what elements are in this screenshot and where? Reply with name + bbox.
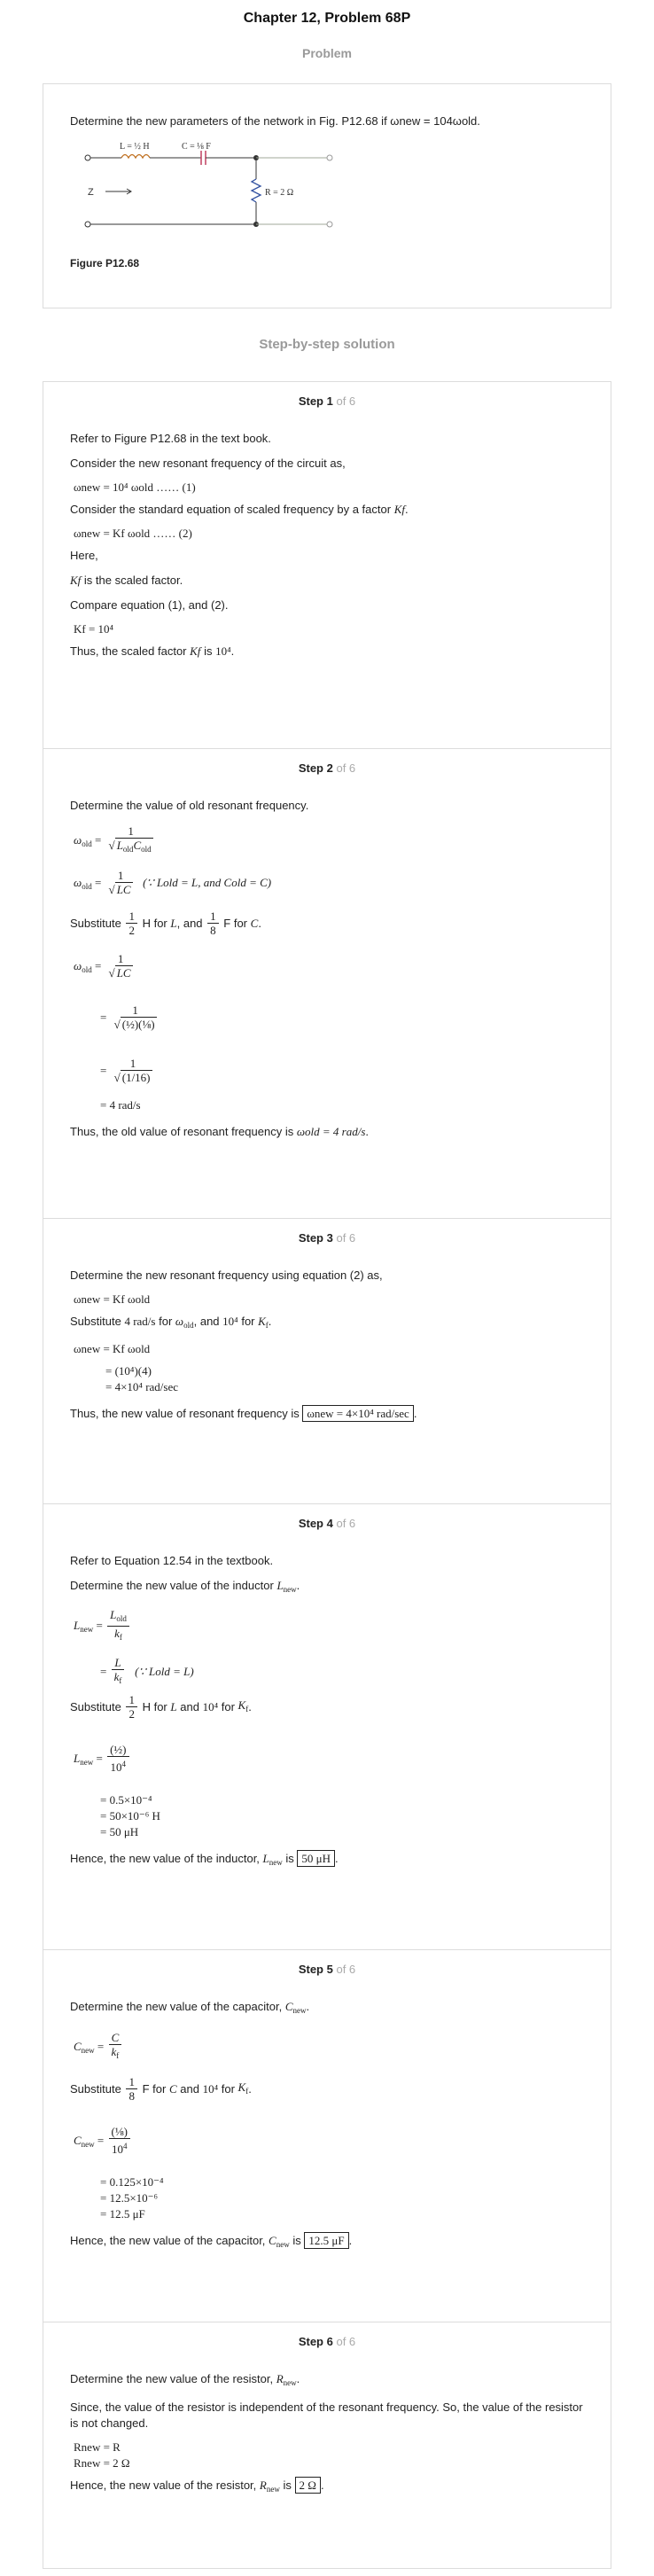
step-header: Step 5 of 6 [298,1963,356,1976]
equation: = 50×10⁻⁶ H [100,1809,160,1823]
conclusion: Thus, the new value of resonant frequency is ωnew = 4×10⁴ rad/sec . [70,1407,417,1420]
step-header: Step 4 of 6 [298,1517,356,1530]
problem-label: Problem [301,46,352,60]
capacitor-label: C = ⅛ F [182,142,211,152]
equation: ωnew = 10⁴ ωold …… (1) [74,480,196,494]
step-6-card [43,2322,611,2569]
step-text: Refer to Equation 12.54 in the textbook. [70,1554,274,1567]
equation: = 12.5 μF [100,2207,145,2221]
equation: = $\frac{1}{√ (1/16)}$ [100,1057,151,1084]
conclusion: Thus, the scaled factor Kf is 10⁴. [70,644,235,658]
equation: Kf = 10⁴ [74,622,114,636]
conclusion: Hence, the new value of the inductor, $L_{new}$ is 50 μH . [70,1852,339,1867]
step-text: Determine the new value of the capacitor, $C_{new}$. [70,2000,310,2015]
circuit-diagram [70,133,354,248]
equation: $L_{new}$ = $\frac{\text{(½)}}{10^4}$ [43,1732,611,1785]
equation: = (10⁴)(4) [105,1364,152,1378]
problem-card [43,83,611,308]
inductor-label: L = ½ H [120,142,150,152]
step-text: Consider the new resonant frequency of the circuit as, [70,457,346,470]
equation: ωnew = Kf ωold [74,1292,151,1306]
equation: $\omega_{old}$ = $\frac{1}{√ LC}$ (∵ Lold = L, and Cold = C) [74,869,272,896]
equation: Rnew = 2 Ω [74,2456,130,2470]
step-text: Since, the value of the resistor is independent of the resonant frequency. So, the value of the resistor is not changed. [70,2400,583,2430]
step-1-card [43,381,611,749]
answer-box: 2 Ω [295,2477,321,2494]
circuit-figure [43,128,611,257]
step-text: Substitute 4 rad/s for $\omega_{old}$, and 10⁴ for $K_f$. [70,1315,272,1330]
equation: $\omega_{old}$ = $\frac{1}{√ L_{old}C_{old}}$ [74,824,152,854]
equation: = 0.5×10⁻⁴ [100,1793,152,1807]
step-text: Determine the value of old resonant frequency. [70,799,309,812]
equation: = 12.5×10⁻⁶ [100,2191,159,2205]
step-text: Determine the new value of the inductor $L_{new}$. [70,1579,300,1594]
answer-box: ωnew = 4×10⁴ rad/sec [302,1405,413,1422]
figure-caption: Figure P12.68 [70,257,140,269]
equation: $C_{new}$ = $\frac{\text{(⅛)}}{10^4}$ [43,2114,611,2167]
equation: $C_{new}$ = $\frac{C}{k_f}$ [43,2027,611,2066]
step-header: Step 1 of 6 [298,394,356,408]
equation: Rnew = R [74,2440,121,2454]
answer-box: 50 μH [297,1850,335,1867]
equation: ωnew = Kf ωold …… (2) [74,527,192,540]
page-title: Chapter 12, Problem 68P [243,11,411,26]
step-text: Substitute $\frac{1}{2}$ H for L , and $\frac{1}{8}$ F for C . [70,909,261,937]
step-text: Substitute $\frac{1}{8}$ F for C and 10⁴ for $K_f$ . [70,2075,252,2103]
step-text: Compare equation (1), and (2). [70,598,229,612]
step-4-card [43,1504,611,1950]
step-header: Step 2 of 6 [298,761,356,775]
impedance-label: Z [88,187,94,198]
equation: $\omega_{old}$ = $\frac{1}{√ LC}$ [74,952,131,980]
equation: = 50 μH [100,1825,139,1838]
step-text: Refer to Figure P12.68 in the text book. [70,432,271,445]
equation: = $\frac{1}{\text{√ (½)(⅛)}}$ [100,1003,155,1031]
step-text: Here, [70,549,98,562]
equation-result: = 4 rad/s [100,1098,141,1112]
step-text: Consider the standard equation of scaled frequency by a factor Kf. [70,503,409,516]
step-header: Step 6 of 6 [298,2335,356,2348]
step-text: Kf is the scaled factor. [70,574,183,587]
conclusion: Hence, the new value of the capacitor, $C_{new}$ is 12.5 μF . [70,2234,353,2249]
answer-box: 12.5 μF [304,2232,348,2249]
step-text: Determine the new resonant frequency using equation (2) as, [70,1268,383,1282]
step-text: Determine the new value of the resistor, $R_{new}$. [70,2372,300,2387]
resistor-label: R = 2 Ω [265,188,294,198]
equation: = 0.125×10⁻⁴ [100,2175,164,2189]
equation: = 4×10⁴ rad/sec [105,1380,179,1393]
problem-text: Determine the new parameters of the network in Fig. P12.68 if ωnew = 104ωold. [70,114,480,128]
step-3-card [43,1219,611,1504]
step-text: Substitute $\frac{1}{2}$ H for L and 10⁴ for $K_f$ . [70,1693,252,1721]
step-2-card [43,749,611,1219]
equation: $L_{new}$ = $\frac{L_{old}}{k_f}$ [43,1606,611,1645]
conclusion: Thus, the old value of resonant frequency is ωold = 4 rad/s. [70,1125,370,1138]
conclusion: Hence, the new value of the resistor, $R_{new}$ is 2 Ω . [70,2478,324,2494]
equation: ωnew = Kf ωold [74,1342,151,1355]
solution-label: Step-by-step solution [259,337,395,352]
step-5-card [43,1950,611,2322]
equation: = $\frac{L}{k_f}$ (∵ Lold = L) [100,1656,194,1685]
step-header: Step 3 of 6 [298,1231,356,1245]
